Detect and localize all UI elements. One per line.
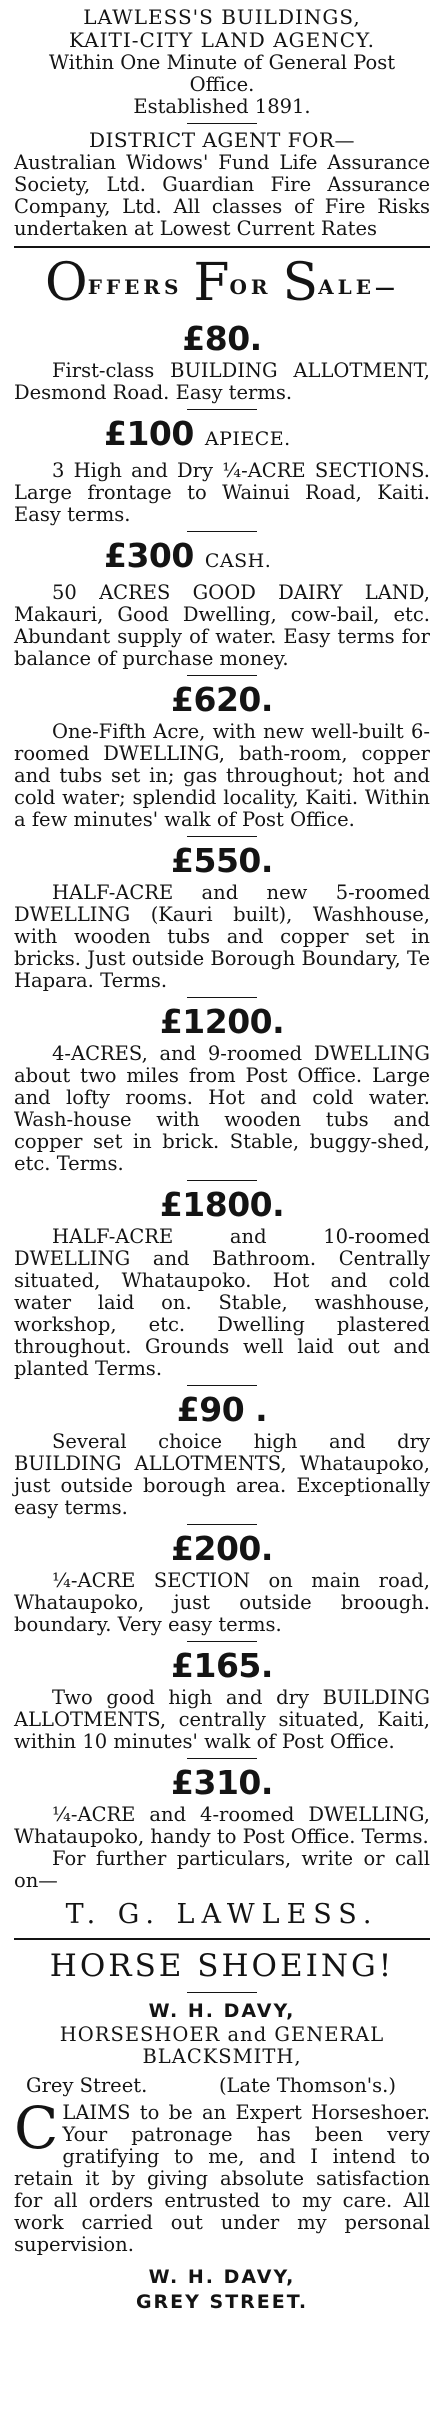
listing — [14, 1391, 430, 1519]
listing-price: £620. — [171, 680, 273, 719]
listing — [14, 1186, 430, 1380]
divider — [187, 1180, 257, 1181]
listing — [14, 681, 430, 831]
divider — [187, 997, 257, 998]
divider — [187, 1524, 257, 1525]
divider — [187, 1385, 257, 1386]
for-initial: F — [193, 253, 230, 313]
agent-signoff: T. G. LAWLESS. — [65, 1899, 379, 1930]
listing-price: £100 — [104, 414, 194, 453]
listing — [14, 1764, 430, 1848]
listing-text: Several choice high and dry BUILDING ALLOTMENTS, Whataupoko, just outside borough area. Exceptionally easy terms. — [14, 1430, 430, 1519]
listing — [14, 1003, 430, 1175]
street: Grey Street. — [26, 2074, 148, 2097]
listing-price-suffix: CASH. — [204, 550, 272, 572]
offers-initial: O — [45, 253, 88, 313]
listing-text: Two good high and dry BUILDING ALLOTMENTS, centrally situated, Kaiti, within 10 minutes' walk of Post Office. — [14, 1686, 430, 1753]
offers-word: FFERS — [87, 275, 183, 299]
divider — [187, 1992, 257, 1993]
listing — [14, 1647, 430, 1753]
listing-price-row — [14, 537, 430, 580]
late-note: (Late Thomson's.) — [218, 2074, 396, 2097]
signature-street: GREY STREET. — [135, 2291, 309, 2313]
dropcap: C — [14, 2094, 59, 2162]
sale-word: ALE— — [318, 275, 399, 299]
sale-initial: S — [282, 253, 319, 313]
closing-text: For further particulars, write or call on— — [14, 1847, 430, 1892]
divider — [14, 246, 430, 248]
listing — [14, 842, 430, 992]
listing-price: £1200. — [159, 1002, 285, 1041]
header-line-3: Within One Minute of General Post Office. — [48, 51, 396, 96]
listing-text: HALF-ACRE and new 5-roomed DWELLING (Kauri built), Washhouse, with wooden tubs and copper set in bricks. Just outside Borough Boundary, Te Hapara. Terms. — [14, 881, 430, 992]
listing — [14, 1530, 430, 1636]
listing-text: 4-ACRES, and 9-roomed DWELLING about two miles from Post Office. Large and lofty rooms. Hot and cold water. Wash-house with wooden tubs and copper set in brick. Stable, buggy-shed, etc. Terms. — [14, 1042, 430, 1175]
listing-price: £300 — [104, 536, 194, 575]
listing-price: £80. — [182, 319, 262, 358]
district-agent-block — [14, 129, 430, 240]
listing-price: £1800. — [159, 1185, 285, 1224]
listing-price-suffix: APIECE. — [204, 428, 291, 450]
for-word: OR — [229, 275, 272, 299]
header-line-2: KAITI-CITY LAND AGENCY. — [69, 28, 375, 52]
listing-price: £200. — [171, 1529, 273, 1568]
divider — [187, 123, 257, 124]
proprietor-name: W. H. DAVY, — [148, 2000, 296, 2022]
listing — [14, 320, 430, 404]
divider — [14, 1938, 430, 1940]
listing-price-row — [14, 415, 430, 458]
divider — [187, 531, 257, 532]
header-line-1: LAWLESS'S BUILDINGS, — [83, 5, 361, 29]
trade-line-1: HORSESHOER and GENERAL — [59, 2023, 385, 2046]
listing-text: 3 High and Dry ¼-ACRE SECTIONS. Large frontage to Wainui Road, Kaiti. Easy terms. — [14, 459, 430, 526]
divider — [187, 1758, 257, 1759]
listing-text: ¼-ACRE and 4-roomed DWELLING, Whataupoko, handy to Post Office. Terms. — [14, 1803, 430, 1848]
divider — [187, 836, 257, 837]
horse-shoeing-ad — [14, 1946, 430, 2314]
agency-header — [14, 6, 430, 118]
listing-text: First-class BUILDING ALLOTMENT, Desmond Road. Easy terms. — [14, 359, 430, 404]
district-body: Australian Widows' Fund Life Assurance Society, Ltd. Guardian Fire Assurance Company, Ltd. All classes of Fire Risks undertaken at Lowest Current Rates — [14, 151, 430, 240]
listing-price: £90 . — [176, 1390, 268, 1429]
listing-text: HALF-ACRE and 10-roomed DWELLING and Bathroom. Centrally situated, Whataupoko. Hot and cold water laid on. Stable, washhouse, workshop, etc. Dwelling plastered throughout. Grounds well laid out and planted Terms. — [14, 1225, 430, 1380]
ad-body-text: LAIMS to be an Expert Horseshoer. Your patronage has been very gratifying to me, and I intend to retain it by giving absolute satisfaction for all orders entrusted to my care. All work carried out under my personal supervision. — [14, 2101, 430, 2256]
listing-price: £165. — [171, 1646, 273, 1685]
divider — [187, 1641, 257, 1642]
trade-line-2: BLACKSMITH, — [142, 2045, 302, 2068]
listing — [14, 537, 430, 670]
listing-price: £550. — [171, 841, 273, 880]
offers-for-sale-heading — [14, 254, 430, 316]
signature-name: W. H. DAVY, — [148, 2266, 296, 2288]
listing — [14, 415, 430, 526]
divider — [187, 675, 257, 676]
listing-text: 50 ACRES GOOD DAIRY LAND, Makauri, Good Dwelling, cow-bail, etc. Abundant supply of water. Easy terms for balance of purchase money. — [14, 581, 430, 670]
listing-text: ¼-ACRE SECTION on main road, Whataupoko, just outside broough. boundary. Very easy terms. — [14, 1569, 430, 1636]
divider — [187, 409, 257, 410]
horse-shoeing-title: HORSE SHOEING! — [49, 1948, 395, 1984]
listing-price: £310. — [171, 1763, 273, 1802]
district-title: DISTRICT AGENT FOR— — [89, 128, 355, 152]
address-row — [14, 2074, 430, 2098]
listing-text: One-Fifth Acre, with new well-built 6-roomed DWELLING, bath-room, copper and tubs set in; gas throughout; hot and cold water; splendid locality, Kaiti. Within a few minutes' walk of Post Office. — [14, 720, 430, 831]
ad-body — [14, 2094, 430, 2256]
header-line-4: Established 1891. — [133, 95, 311, 118]
